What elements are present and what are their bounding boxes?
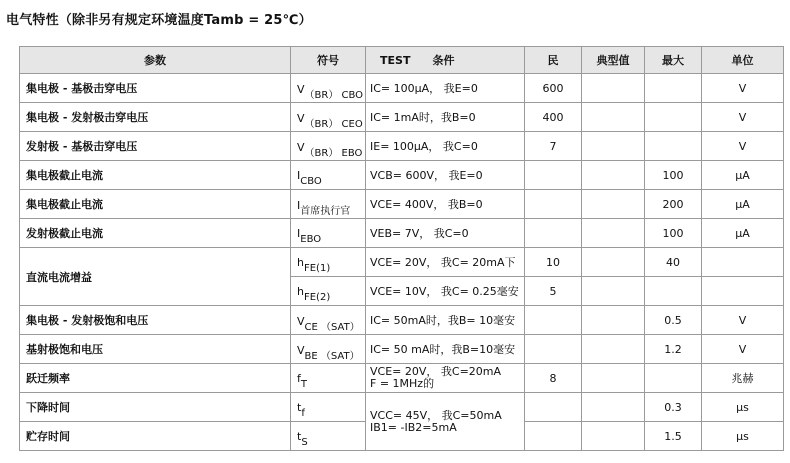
- symbol-cell: [291, 190, 366, 219]
- table-header-row: [20, 47, 784, 74]
- symbol-cell: [291, 277, 366, 306]
- symbol-subscript: CE （SAT）: [304, 321, 360, 333]
- min-cell: 7: [525, 132, 582, 161]
- max-cell: 40: [645, 248, 702, 277]
- symbol-main: h: [297, 255, 304, 269]
- table-body: [20, 74, 784, 451]
- symbol-subscript: （BR） CBO: [304, 89, 364, 101]
- symbol-main: V: [297, 140, 305, 154]
- min-cell: [525, 219, 582, 248]
- param-cell: 发射极 - 基极击穿电压: [20, 132, 291, 161]
- max-cell: 200: [645, 190, 702, 219]
- symbol-main: I: [297, 168, 301, 182]
- unit-cell: [702, 248, 784, 277]
- table-row: [20, 393, 784, 422]
- symbol-subscript: EBO: [300, 233, 322, 245]
- typ-cell: [582, 335, 645, 364]
- header-test-conditions: TEST 条件: [366, 47, 525, 74]
- symbol-main: V: [297, 314, 305, 328]
- conditions-cell: VCE= 400V， 我B=0: [366, 190, 525, 219]
- param-cell: 集电极截止电流: [20, 190, 291, 219]
- typ-cell: [582, 219, 645, 248]
- symbol-main: h: [297, 284, 304, 298]
- param-cell: 发射极截止电流: [20, 219, 291, 248]
- max-cell: [645, 132, 702, 161]
- min-cell: [525, 335, 582, 364]
- symbol-cell: [291, 132, 366, 161]
- symbol-cell: [291, 219, 366, 248]
- symbol-cell: [291, 103, 366, 132]
- symbol-cell: [291, 306, 366, 335]
- max-cell: [645, 364, 702, 393]
- header-typ: 典型值: [582, 47, 645, 74]
- typ-cell: [582, 103, 645, 132]
- unit-cell: μs: [702, 422, 784, 451]
- symbol-subscript: 首席执行官: [300, 205, 351, 217]
- min-cell: 8: [525, 364, 582, 393]
- symbol-main: V: [297, 111, 305, 125]
- table-row: [20, 161, 784, 190]
- symbol-subscript: （BR） EBO: [304, 147, 363, 159]
- unit-cell: μA: [702, 219, 784, 248]
- conditions-cell: [366, 364, 525, 393]
- typ-cell: [582, 74, 645, 103]
- symbol-subscript: f: [301, 407, 305, 419]
- typ-cell: [582, 422, 645, 451]
- conditions-cell: VEB= 7V， 我C=0: [366, 219, 525, 248]
- min-cell: [525, 422, 582, 451]
- unit-cell: V: [702, 132, 784, 161]
- header-symbol: 符号: [291, 47, 366, 74]
- header-param: 参数: [20, 47, 291, 74]
- symbol-cell: [291, 422, 366, 451]
- typ-cell: [582, 248, 645, 277]
- conditions-cell: IC= 1mA时，我B=0: [366, 103, 525, 132]
- electrical-characteristics-table: [19, 46, 784, 451]
- unit-cell: [702, 277, 784, 306]
- unit-cell: μs: [702, 393, 784, 422]
- page-title: 电气特性（除非另有规定环境温度Tamb = 25℃）: [6, 13, 312, 28]
- typ-cell: [582, 306, 645, 335]
- unit-cell: μA: [702, 190, 784, 219]
- param-cell: 集电极 - 基极击穿电压: [20, 74, 291, 103]
- table-row: [20, 364, 784, 393]
- symbol-cell: [291, 364, 366, 393]
- table-row: [20, 132, 784, 161]
- symbol-subscript: BE （SAT）: [304, 350, 360, 362]
- max-cell: 0.5: [645, 306, 702, 335]
- conditions-stack: [370, 410, 524, 434]
- conditions-cell: IC= 100μA， 我E=0: [366, 74, 525, 103]
- unit-cell: V: [702, 103, 784, 132]
- header-unit: 单位: [702, 47, 784, 74]
- param-cell: 直流电流增益: [20, 248, 291, 306]
- unit-cell: 兆赫: [702, 364, 784, 393]
- table-row: [20, 190, 784, 219]
- unit-cell: V: [702, 306, 784, 335]
- header-max: 最大: [645, 47, 702, 74]
- unit-cell: V: [702, 335, 784, 364]
- symbol-cell: [291, 161, 366, 190]
- conditions-cell: [366, 393, 525, 451]
- min-cell: 5: [525, 277, 582, 306]
- max-cell: [645, 277, 702, 306]
- conditions-cell: IC= 50mA时，我B= 10毫安: [366, 306, 525, 335]
- min-cell: [525, 393, 582, 422]
- symbol-main: I: [297, 226, 301, 240]
- max-cell: [645, 74, 702, 103]
- typ-cell: [582, 364, 645, 393]
- param-cell: 集电极截止电流: [20, 161, 291, 190]
- conditions-cell: IC= 50 mA时，我B=10毫安: [366, 335, 525, 364]
- conditions-cell: IE= 100μA， 我C=0: [366, 132, 525, 161]
- symbol-main: t: [297, 429, 302, 443]
- typ-cell: [582, 190, 645, 219]
- symbol-cell: [291, 74, 366, 103]
- min-cell: [525, 161, 582, 190]
- max-cell: 0.3: [645, 393, 702, 422]
- conditions-line: VCE= 20V， 我C=20mA: [370, 365, 502, 378]
- param-cell: 跃迁频率: [20, 364, 291, 393]
- max-cell: 1.5: [645, 422, 702, 451]
- conditions-line: IB1= -IB2=5mA: [370, 420, 457, 434]
- conditions-stack: [370, 366, 524, 390]
- symbol-subscript: FE(1): [303, 262, 331, 274]
- symbol-cell: [291, 393, 366, 422]
- unit-cell: V: [702, 74, 784, 103]
- conditions-cell: VCE= 10V， 我C= 0.25毫安: [366, 277, 525, 306]
- param-cell: 基射极饱和电压: [20, 335, 291, 364]
- symbol-cell: [291, 335, 366, 364]
- symbol-main: f: [297, 371, 301, 385]
- table-row: [20, 103, 784, 132]
- max-cell: [645, 103, 702, 132]
- min-cell: 400: [525, 103, 582, 132]
- symbol-cell: [291, 248, 366, 277]
- param-cell: 下降时间: [20, 393, 291, 422]
- symbol-main: t: [297, 400, 302, 414]
- table-row: [20, 335, 784, 364]
- param-cell: 集电极 - 发射极击穿电压: [20, 103, 291, 132]
- conditions-cell: VCE= 20V， 我C= 20mA下: [366, 248, 525, 277]
- conditions-line: F = 1MHz的: [370, 377, 435, 390]
- min-cell: 10: [525, 248, 582, 277]
- max-cell: 1.2: [645, 335, 702, 364]
- typ-cell: [582, 277, 645, 306]
- symbol-subscript: （BR） CEO: [304, 118, 363, 130]
- symbol-subscript: FE(2): [303, 291, 331, 303]
- table-row: [20, 248, 784, 277]
- unit-cell: μA: [702, 161, 784, 190]
- symbol-subscript: T: [300, 378, 307, 390]
- symbol-subscript: CBO: [300, 175, 322, 187]
- typ-cell: [582, 393, 645, 422]
- param-cell: 贮存时间: [20, 422, 291, 451]
- max-cell: 100: [645, 219, 702, 248]
- symbol-main: V: [297, 82, 305, 96]
- typ-cell: [582, 132, 645, 161]
- table-row: [20, 219, 784, 248]
- header-min: 民: [525, 47, 582, 74]
- min-cell: 600: [525, 74, 582, 103]
- conditions-cell: VCB= 600V， 我E=0: [366, 161, 525, 190]
- param-cell: 集电极 - 发射极饱和电压: [20, 306, 291, 335]
- table-row: [20, 74, 784, 103]
- conditions-line: VCC= 45V， 我C=50mA: [370, 408, 502, 422]
- symbol-main: V: [297, 343, 305, 357]
- symbol-subscript: S: [301, 436, 308, 448]
- min-cell: [525, 190, 582, 219]
- min-cell: [525, 306, 582, 335]
- max-cell: 100: [645, 161, 702, 190]
- table-row: [20, 306, 784, 335]
- typ-cell: [582, 161, 645, 190]
- symbol-main: I: [297, 198, 301, 212]
